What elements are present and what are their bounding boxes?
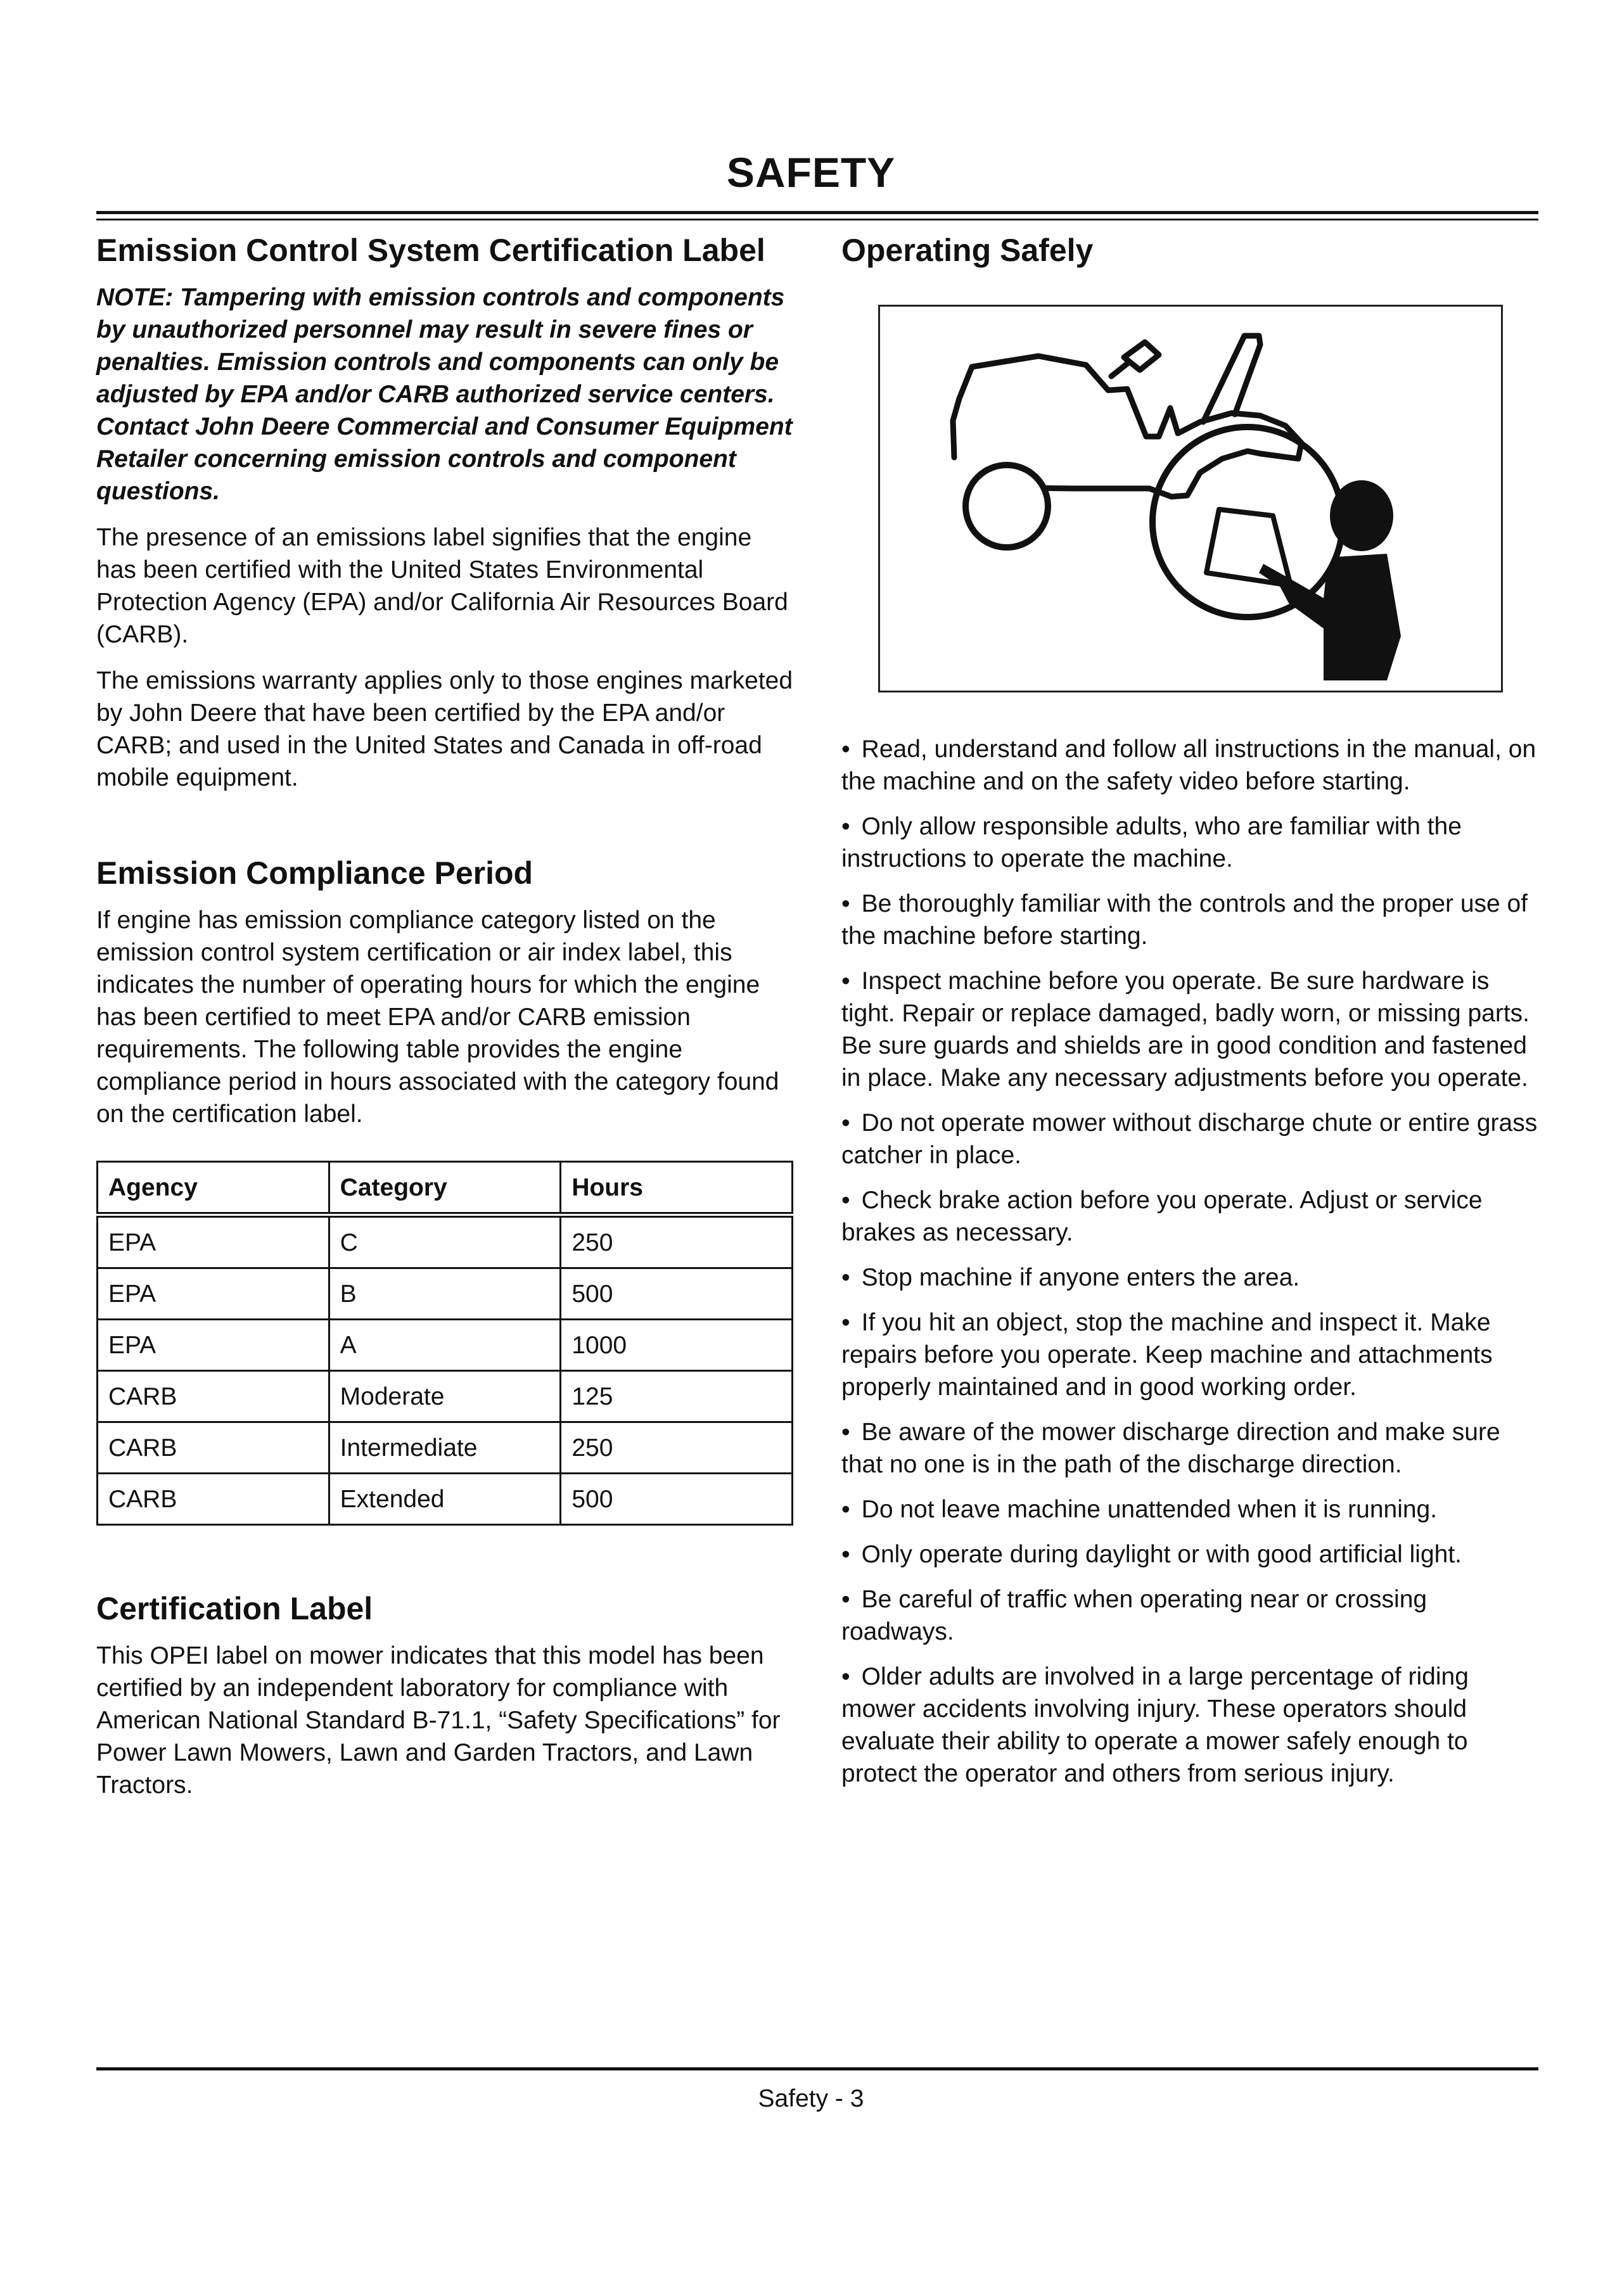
list-item bbox=[841, 810, 1545, 875]
bullet-glyph: • bbox=[841, 1309, 850, 1336]
table-cell: Intermediate bbox=[329, 1422, 561, 1474]
right-column bbox=[841, 231, 1545, 1802]
bullet-glyph: • bbox=[841, 1541, 850, 1568]
bullet-text: Older adults are involved in a large percentage of riding mower accidents involving injury. These operators should evaluate their ability to operate a mower safely enough to protect the operator and others from serious injury. bbox=[841, 1663, 1469, 1787]
table-row bbox=[98, 1474, 793, 1525]
table-cell: 250 bbox=[561, 1422, 793, 1474]
bullet-glyph: • bbox=[841, 1663, 850, 1690]
tampering-note: NOTE: Tampering with emission controls and components by unauthorized personnel may result in severe fines or penalties. Emission controls and components can only be adjusted by EPA and/or CARB authorized service centers. Contact John Deere Commercial and Consumer Equipment Retailer concerning emission controls and component questions. bbox=[96, 284, 793, 505]
table-cell: EPA bbox=[98, 1320, 329, 1371]
list-item bbox=[841, 1107, 1545, 1171]
table-cell: C bbox=[329, 1215, 561, 1268]
bullet-glyph: • bbox=[841, 736, 850, 763]
bullet-glyph: • bbox=[841, 1419, 850, 1446]
bullet-text: Only allow responsible adults, who are familiar with the instructions to operate the machine. bbox=[841, 813, 1462, 872]
list-item bbox=[841, 1261, 1545, 1294]
table-cell: 250 bbox=[561, 1215, 793, 1268]
list-item bbox=[841, 1184, 1545, 1249]
bullet-text: Only operate during daylight or with good artificial light. bbox=[861, 1541, 1462, 1568]
footer-rule bbox=[96, 2067, 1538, 2070]
table-header-category: Category bbox=[329, 1162, 561, 1215]
header-rule bbox=[96, 211, 1538, 214]
list-item bbox=[841, 1493, 1545, 1526]
table-cell: CARB bbox=[98, 1422, 329, 1474]
table-header-hours: Hours bbox=[561, 1162, 793, 1215]
left-column bbox=[96, 231, 797, 1801]
table-cell: CARB bbox=[98, 1371, 329, 1422]
compliance-paragraph: If engine has emission compliance category listed on the emission control system certification or air index label, this indicates the number of operating hours for which the engine has been certified to meet EPA and/or CARB emission requirements. The following table provides the engine compliance period in hours associated with the category found on the certification label. bbox=[96, 907, 779, 1128]
table-cell: 500 bbox=[561, 1474, 793, 1525]
bullet-glyph: • bbox=[841, 1187, 850, 1214]
list-item bbox=[841, 888, 1545, 952]
table-cell: Extended bbox=[329, 1474, 561, 1525]
emissions-warranty-paragraph: The emissions warranty applies only to those engines marketed by John Deere that have been certified by the EPA and/or CARB; and used in the United States and Canada in off-road mobile equipment. bbox=[96, 667, 793, 791]
table-row bbox=[98, 1215, 793, 1268]
table-row bbox=[98, 1422, 793, 1474]
bullet-text: Be thoroughly familiar with the controls and the proper use of the machine before starting. bbox=[841, 890, 1528, 950]
emission-label-heading: Emission Control System Certification Label bbox=[96, 233, 765, 268]
certification-section bbox=[96, 1589, 797, 1801]
safety-illustration bbox=[878, 305, 1503, 692]
emissions-label-paragraph: The presence of an emissions label signifies that the engine has been certified with the United States Environmental Protection Agency (EPA) and/or California Air Resources Board (CARB). bbox=[96, 524, 788, 648]
table-cell: 500 bbox=[561, 1268, 793, 1320]
compliance-table bbox=[96, 1161, 793, 1526]
table-cell: B bbox=[329, 1268, 561, 1320]
table-row bbox=[98, 1371, 793, 1422]
bullet-text: If you hit an object, stop the machine and inspect it. Make repairs before you operate. Keep machine and attachments properly maintained and in good working order. bbox=[841, 1309, 1493, 1401]
bullet-glyph: • bbox=[841, 1496, 850, 1523]
emission-label-section bbox=[96, 231, 797, 794]
bullet-text: Read, understand and follow all instructions in the manual, on the machine and on the safety video before starting. bbox=[841, 736, 1536, 795]
tractor-operator-icon bbox=[880, 307, 1501, 691]
table-cell: 1000 bbox=[561, 1320, 793, 1371]
bullet-text: Do not leave machine unattended when it is running. bbox=[861, 1496, 1438, 1523]
page-title: SAFETY bbox=[726, 149, 896, 196]
certification-paragraph: This OPEI label on mower indicates that this model has been certified by an independent laboratory for compliance with American National Standard B-71.1, “Safety Specifications” for Power Lawn Mowers, Lawn and Garden Tractors, and Lawn Tractors. bbox=[96, 1642, 781, 1799]
table-cell: CARB bbox=[98, 1474, 329, 1525]
compliance-heading: Emission Compliance Period bbox=[96, 855, 533, 891]
list-item bbox=[841, 1661, 1545, 1790]
list-item bbox=[841, 1538, 1545, 1571]
header-rule-thin bbox=[96, 219, 1538, 220]
compliance-section bbox=[96, 853, 797, 1526]
page-footer: Safety - 3 bbox=[758, 2085, 864, 2112]
list-item bbox=[841, 965, 1545, 1094]
bullet-glyph: • bbox=[841, 890, 850, 917]
bullet-glyph: • bbox=[841, 1586, 850, 1613]
table-cell: EPA bbox=[98, 1215, 329, 1268]
bullet-glyph: • bbox=[841, 1109, 850, 1137]
table-cell: Moderate bbox=[329, 1371, 561, 1422]
list-item bbox=[841, 1583, 1545, 1648]
table-row bbox=[98, 1320, 793, 1371]
bullet-text: Stop machine if anyone enters the area. bbox=[861, 1264, 1300, 1291]
bullet-glyph: • bbox=[841, 813, 850, 840]
bullet-text: Do not operate mower without discharge chute or entire grass catcher in place. bbox=[841, 1109, 1538, 1169]
certification-heading: Certification Label bbox=[96, 1591, 373, 1626]
bullet-glyph: • bbox=[841, 967, 850, 995]
bullet-text: Inspect machine before you operate. Be sure hardware is tight. Repair or replace damaged, badly worn, or missing parts. Be sure guards and shields are in good condition and fastened in place. Make any necessary adjustments before you operate. bbox=[841, 967, 1530, 1092]
bullet-glyph: • bbox=[841, 1264, 850, 1291]
bullet-text: Be careful of traffic when operating near or crossing roadways. bbox=[841, 1586, 1427, 1645]
bullet-text: Be aware of the mower discharge direction and make sure that no one is in the path of the discharge direction. bbox=[841, 1419, 1500, 1478]
safety-bullet-list bbox=[841, 733, 1545, 1790]
table-cell: EPA bbox=[98, 1268, 329, 1320]
bullet-text: Check brake action before you operate. Adjust or service brakes as necessary. bbox=[841, 1187, 1483, 1246]
table-row bbox=[98, 1268, 793, 1320]
table-cell: A bbox=[329, 1320, 561, 1371]
operating-safely-heading: Operating Safely bbox=[841, 233, 1094, 268]
table-header-row bbox=[98, 1162, 793, 1215]
list-item bbox=[841, 1416, 1545, 1481]
table-cell: 125 bbox=[561, 1371, 793, 1422]
list-item bbox=[841, 1306, 1545, 1403]
list-item bbox=[841, 733, 1545, 798]
table-header-agency: Agency bbox=[98, 1162, 329, 1215]
